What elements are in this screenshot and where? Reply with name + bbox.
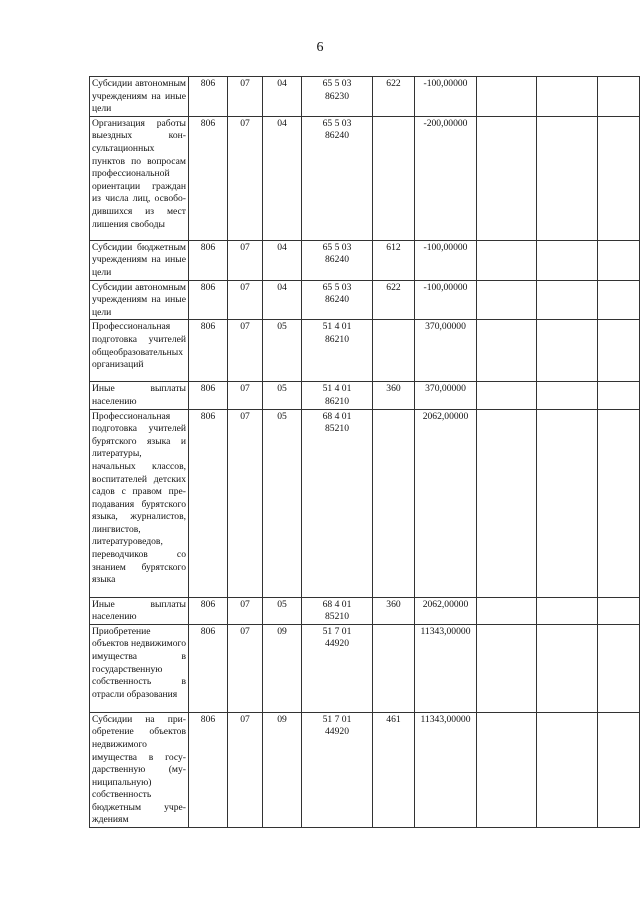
section-code: 07 [228,77,263,117]
empty-cell [598,409,640,597]
empty-cell [598,77,640,117]
empty-cell [598,597,640,624]
item-name: Субсидии на приобретение объектов недвижимого имущества в государственную (муниципальную) собственность бюджетным учреждениям [90,712,189,827]
empty-cell [477,116,537,240]
empty-cell [477,409,537,597]
target-article-code [302,712,373,827]
empty-cell [477,240,537,280]
expense-type-code: 622 [373,77,415,117]
target-article-code [302,240,373,280]
empty-cell [477,77,537,117]
empty-cell [477,382,537,409]
ministry-code: 806 [189,240,228,280]
target-article-code-part-2: 86240 [325,294,349,306]
expense-type-code [373,624,415,712]
empty-cell [537,77,598,117]
item-name: Иные выплаты населению [90,382,189,409]
target-article-code [302,320,373,382]
empty-cell [477,597,537,624]
amount: 11343,00000 [415,624,477,712]
ministry-code: 806 [189,624,228,712]
target-article-code-part-1: 51 7 01 [322,713,352,725]
item-name: Субсидии автономным учреждениям на иные цели [90,280,189,320]
empty-cell [598,712,640,827]
target-article-code-part-2: 86210 [325,333,349,345]
amount: 2062,00000 [415,409,477,597]
table-row [90,116,640,240]
section-code: 07 [228,240,263,280]
target-article-code [302,409,373,597]
empty-cell [537,624,598,712]
empty-cell [598,624,640,712]
target-article-code [302,116,373,240]
item-name: Субсидии автономным учреждениям на иные цели [90,77,189,117]
table-row [90,77,640,117]
subsection-code: 09 [263,712,302,827]
empty-cell [537,240,598,280]
ministry-code: 806 [189,597,228,624]
table-row [90,320,640,382]
item-name: Организация работы выездных консультационных пунктов по вопросам профессиональной ориентации граждан из числа лиц, освободившихся из мест лишения свободы [90,116,189,240]
ministry-code: 806 [189,409,228,597]
empty-cell [537,409,598,597]
empty-cell [598,382,640,409]
section-code: 07 [228,712,263,827]
budget-table [89,76,640,828]
table-row [90,409,640,597]
target-article-code-part-1: 51 7 01 [322,625,352,637]
empty-cell [537,280,598,320]
amount: -100,00000 [415,240,477,280]
target-article-code-part-2: 85210 [325,611,349,623]
expense-type-code: 612 [373,240,415,280]
section-code: 07 [228,624,263,712]
target-article-code [302,280,373,320]
target-article-code-part-2: 86230 [325,90,349,102]
section-code: 07 [228,382,263,409]
target-article-code-part-1: 65 5 03 [322,281,352,293]
empty-cell [598,280,640,320]
expense-type-code [373,320,415,382]
empty-cell [537,597,598,624]
item-name: Профессиональная подготовка учителей общеобразовательных организаций [90,320,189,382]
empty-cell [477,624,537,712]
empty-cell [598,320,640,382]
target-article-code-part-2: 86240 [325,254,349,266]
amount: -200,00000 [415,116,477,240]
target-article-code-part-1: 68 4 01 [322,410,352,422]
section-code: 07 [228,409,263,597]
table-row [90,597,640,624]
amount: 370,00000 [415,382,477,409]
target-article-code-part-2: 86210 [325,395,349,407]
ministry-code: 806 [189,77,228,117]
amount: -100,00000 [415,77,477,117]
target-article-code-part-1: 51 4 01 [322,383,352,395]
target-article-code-part-1: 65 5 03 [322,78,352,89]
empty-cell [537,116,598,240]
target-article-code-part-2: 85210 [325,423,349,435]
expense-type-code: 360 [373,382,415,409]
empty-cell [477,320,537,382]
target-article-code-part-2: 44920 [325,726,349,738]
target-article-code-part-2: 86240 [325,130,349,142]
table-row [90,382,640,409]
expense-type-code: 461 [373,712,415,827]
subsection-code: 04 [263,116,302,240]
target-article-code-part-1: 51 4 01 [322,321,352,333]
ministry-code: 806 [189,280,228,320]
target-article-code [302,624,373,712]
empty-cell [477,712,537,827]
table-row [90,280,640,320]
target-article-code [302,77,373,117]
item-name: Профессиональная подготовка учителей бурятского языка и литературы, начальных классов, воспитателей детских садов с правом преподавания бурятского языка, журналистов, лингвистов, литературоведов, переводчиков со знанием бурятского языка [90,409,189,597]
item-name: Иные выплаты населению [90,597,189,624]
amount: 370,00000 [415,320,477,382]
expense-type-code: 622 [373,280,415,320]
table-row [90,712,640,827]
expense-type-code: 360 [373,597,415,624]
subsection-code: 04 [263,77,302,117]
target-article-code [302,597,373,624]
item-name: Субсидии бюджетным учреждениям на иные цели [90,240,189,280]
amount: -100,00000 [415,280,477,320]
ministry-code: 806 [189,320,228,382]
ministry-code: 806 [189,712,228,827]
subsection-code: 05 [263,320,302,382]
expense-type-code [373,409,415,597]
ministry-code: 806 [189,382,228,409]
subsection-code: 04 [263,280,302,320]
target-article-code-part-1: 68 4 01 [322,598,352,610]
empty-cell [537,320,598,382]
item-name: Приобретение объектов недвижимого имущества в государственную собственность в отрасли образования [90,624,189,712]
amount: 11343,00000 [415,712,477,827]
table-row [90,240,640,280]
table-row [90,624,640,712]
subsection-code: 05 [263,409,302,597]
expense-type-code [373,116,415,240]
ministry-code: 806 [189,116,228,240]
section-code: 07 [228,116,263,240]
subsection-code: 09 [263,624,302,712]
subsection-code: 05 [263,382,302,409]
section-code: 07 [228,320,263,382]
amount: 2062,00000 [415,597,477,624]
target-article-code [302,382,373,409]
empty-cell [537,712,598,827]
section-code: 07 [228,280,263,320]
empty-cell [477,280,537,320]
target-article-code-part-2: 44920 [325,638,349,650]
page-number: 6 [316,40,324,55]
empty-cell [598,240,640,280]
target-article-code-part-1: 65 5 03 [322,117,352,129]
empty-cell [598,116,640,240]
subsection-code: 04 [263,240,302,280]
section-code: 07 [228,597,263,624]
target-article-code-part-1: 65 5 03 [322,241,352,253]
empty-cell [537,382,598,409]
subsection-code: 05 [263,597,302,624]
